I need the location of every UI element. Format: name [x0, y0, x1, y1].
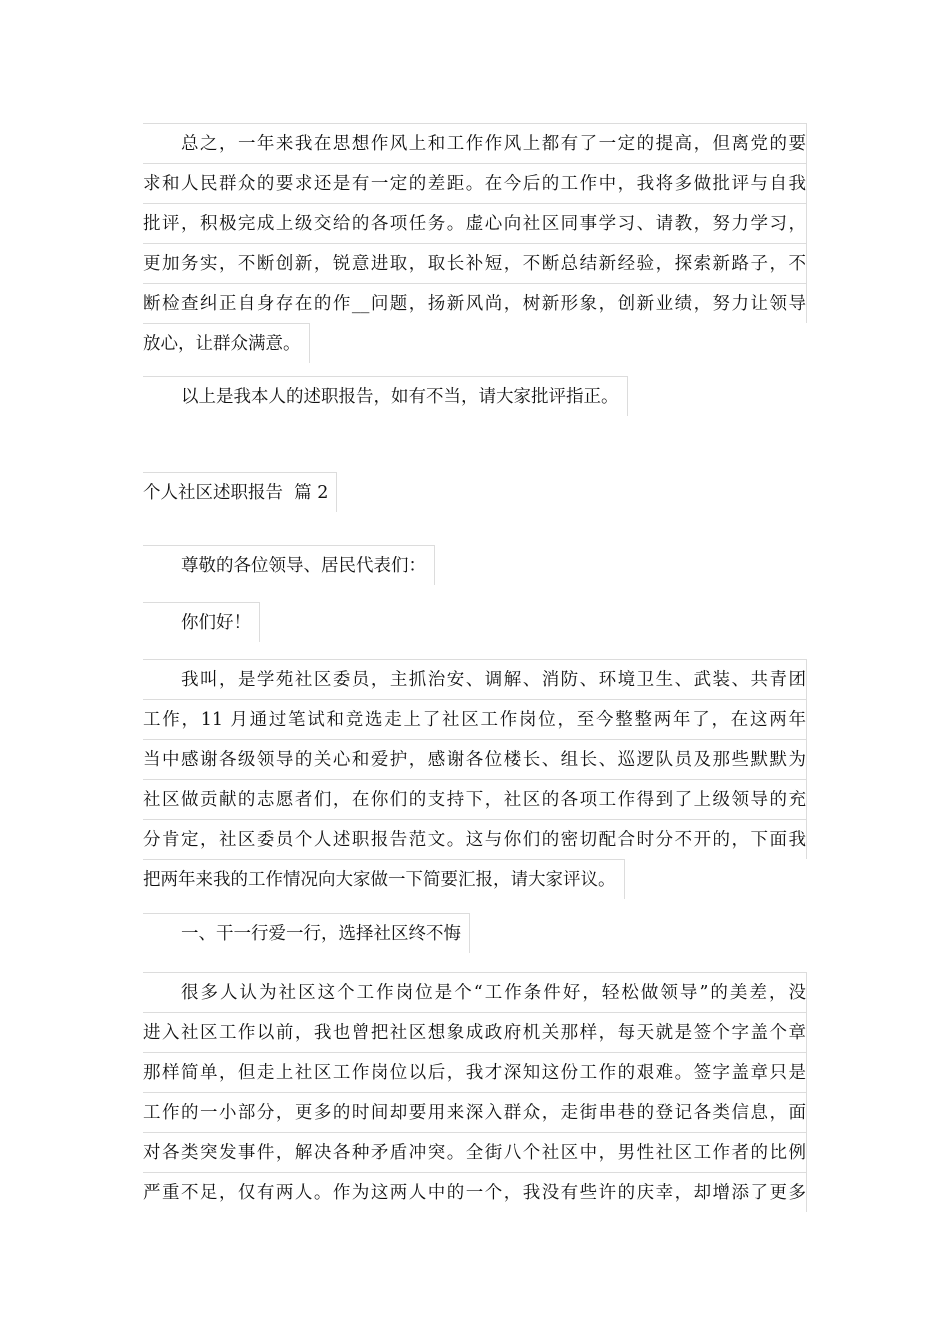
text-line: 把两年来我的工作情况向大家做一下简要汇报，请大家评议。 [143, 859, 625, 899]
text-line: 以上是我本人的述职报告，如有不当，请大家批评指正。 [143, 376, 628, 416]
heading-text: 个人社区述职报告 篇 2 [143, 472, 337, 512]
text-line: 尊敬的各位领导、居民代表们： [143, 545, 435, 585]
text-line: 很多人认为社区这个工作岗位是个“工作条件好，轻松做领导”的美差，没 [143, 972, 807, 1012]
text-line: 你们好！ [143, 602, 260, 642]
text-line: 求和人民群众的要求还是有一定的差距。在今后的工作中，我将多做批评与自我 [143, 163, 807, 203]
text-line: 严重不足，仅有两人。作为这两人中的一个，我没有些许的庆幸，却增添了更多 [143, 1172, 807, 1212]
text-line: 工作的一小部分，更多的时间却要用来深入群众，走街串巷的登记各类信息，面 [143, 1092, 807, 1132]
text-line: 工作，11 月通过笔试和竞选走上了社区工作岗位，至今整整两年了，在这两年 [143, 699, 807, 739]
paragraph-salutation [143, 545, 807, 589]
text-line: 批评，积极完成上级交给的各项任务。虚心向社区同事学习、请教，努力学习， [143, 203, 807, 243]
paragraph-body [143, 972, 807, 1212]
text-line: 对各类突发事件，解决各种矛盾冲突。全街八个社区中，男性社区工作者的比例 [143, 1132, 807, 1172]
text-line: 放心，让群众满意。 [143, 323, 310, 363]
section-heading [143, 472, 807, 516]
paragraph-introduction [143, 659, 807, 903]
text-line: 社区做贡献的志愿者们，在你们的支持下，社区的各项工作得到了上级领导的充 [143, 779, 807, 819]
text-line: 分肯定，社区委员个人述职报告范文。这与你们的密切配合时分不开的，下面我 [143, 819, 807, 859]
subsection-heading [143, 913, 807, 957]
paragraph-greeting [143, 602, 807, 646]
paragraph-summary [143, 123, 807, 367]
text-line: 断检查纠正自身存在的作__问题，扬新风尚，树新形象，创新业绩，努力让领导 [143, 283, 807, 323]
text-line: 一、干一行爱一行，选择社区终不悔 [143, 913, 470, 953]
text-line: 更加务实，不断创新，锐意进取，取长补短，不断总结新经验，探索新路子，不 [143, 243, 807, 283]
text-line: 进入社区工作以前，我也曾把社区想象成政府机关那样，每天就是签个字盖个章 [143, 1012, 807, 1052]
text-line: 总之，一年来我在思想作风上和工作作风上都有了一定的提高，但离党的要 [143, 123, 807, 163]
text-line: 当中感谢各级领导的关心和爱护，感谢各位楼长、组长、巡逻队员及那些默默为 [143, 739, 807, 779]
text-line: 我叫，是学苑社区委员，主抓治安、调解、消防、环境卫生、武装、共青团 [143, 659, 807, 699]
paragraph-closing [143, 376, 807, 420]
text-line: 那样简单，但走上社区工作岗位以后，我才深知这份工作的艰难。签字盖章只是 [143, 1052, 807, 1092]
